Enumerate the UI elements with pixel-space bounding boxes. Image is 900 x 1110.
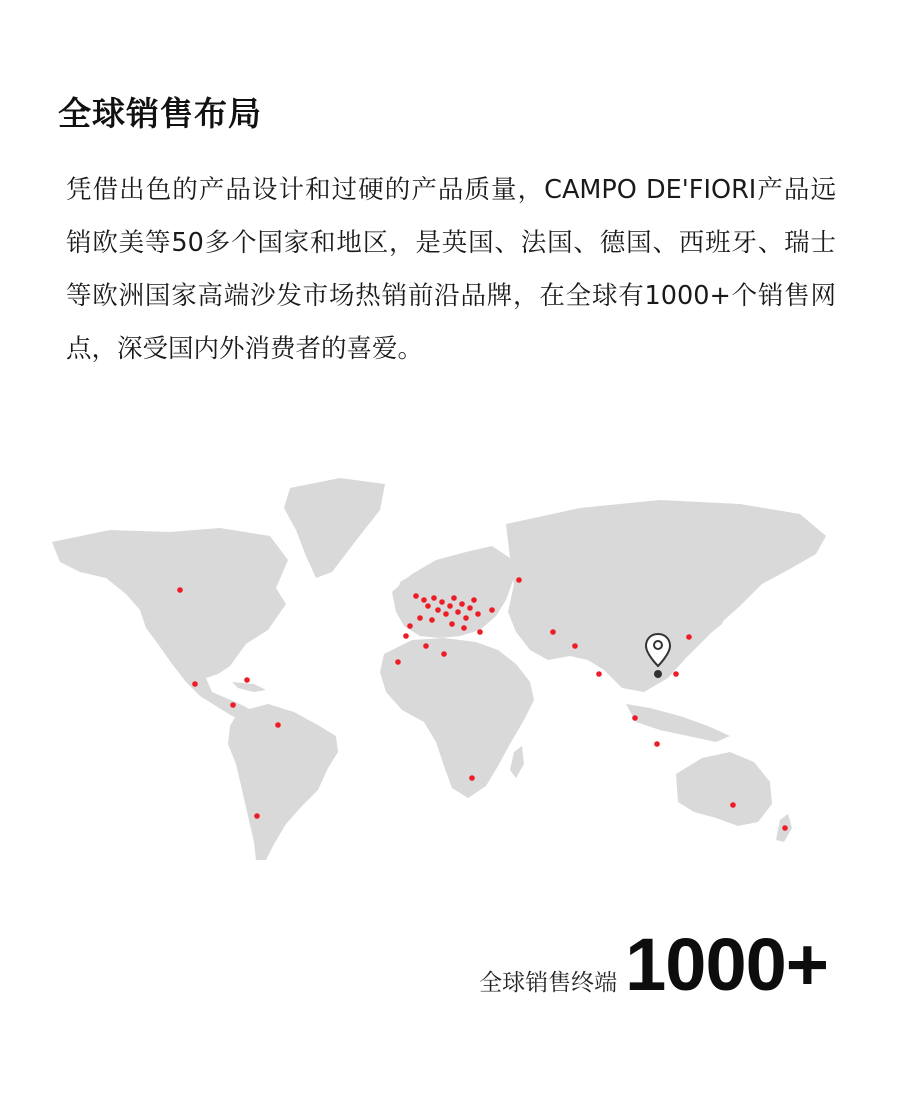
sales-point — [177, 587, 183, 593]
sales-point — [421, 597, 427, 603]
sales-stat — [479, 925, 828, 1005]
section-title: 全球销售布局 — [58, 94, 262, 133]
sales-point — [449, 621, 455, 627]
sales-point — [654, 741, 660, 747]
sales-point — [439, 599, 445, 605]
sales-point — [632, 715, 638, 721]
sales-point — [407, 623, 413, 629]
landmasses — [52, 478, 826, 860]
sales-point — [425, 603, 431, 609]
landmass-south-america — [228, 704, 338, 860]
sales-point — [455, 609, 461, 615]
sales-point — [782, 825, 788, 831]
landmass-australia — [676, 752, 772, 826]
sales-point — [477, 629, 483, 635]
sales-point — [463, 615, 469, 621]
sales-point — [489, 607, 495, 613]
sales-point — [192, 681, 198, 687]
stat-value: 1000+ — [625, 923, 828, 1006]
sales-point — [429, 617, 435, 623]
sales-point — [403, 633, 409, 639]
sales-point — [413, 593, 419, 599]
sales-point — [431, 595, 437, 601]
sales-point — [550, 629, 556, 635]
sales-point — [516, 577, 522, 583]
sales-point — [467, 605, 473, 611]
landmass-asia — [506, 500, 826, 692]
landmass-caribbean — [232, 682, 266, 692]
sales-point — [230, 702, 236, 708]
sales-point — [447, 603, 453, 609]
sales-point — [673, 671, 679, 677]
sales-point — [730, 802, 736, 808]
sales-point — [254, 813, 260, 819]
sales-point — [244, 677, 250, 683]
landmass-africa — [380, 638, 534, 798]
sales-point — [596, 671, 602, 677]
sales-point — [475, 611, 481, 617]
sales-point — [572, 643, 578, 649]
intro-paragraph: 凭借出色的产品设计和过硬的产品质量，CAMPO DE'FIORI产品远销欧美等50多个国家和地区，是英国、法国、德国、西班牙、瑞士等欧洲国家高端沙发市场热销前沿品牌，在全球有1000+个销售网点，深受国内外消费者的喜爱。 — [66, 175, 836, 364]
sales-point — [441, 651, 447, 657]
sales-point — [459, 601, 465, 607]
stat-label: 全球销售终端 — [479, 970, 618, 996]
sales-point — [469, 775, 475, 781]
landmass-greenland — [284, 478, 385, 578]
sales-point — [451, 595, 457, 601]
sales-point — [686, 634, 692, 640]
world-map — [40, 460, 860, 880]
landmass-maritime-asia — [626, 704, 730, 742]
sales-point — [435, 607, 441, 613]
sales-point — [443, 611, 449, 617]
sales-point — [417, 615, 423, 621]
landmass-madagascar — [510, 746, 524, 778]
sales-point — [471, 597, 477, 603]
world-map-graphic — [40, 460, 860, 880]
sales-point — [275, 722, 281, 728]
sales-point — [395, 659, 401, 665]
sales-point — [461, 625, 467, 631]
sales-point — [423, 643, 429, 649]
